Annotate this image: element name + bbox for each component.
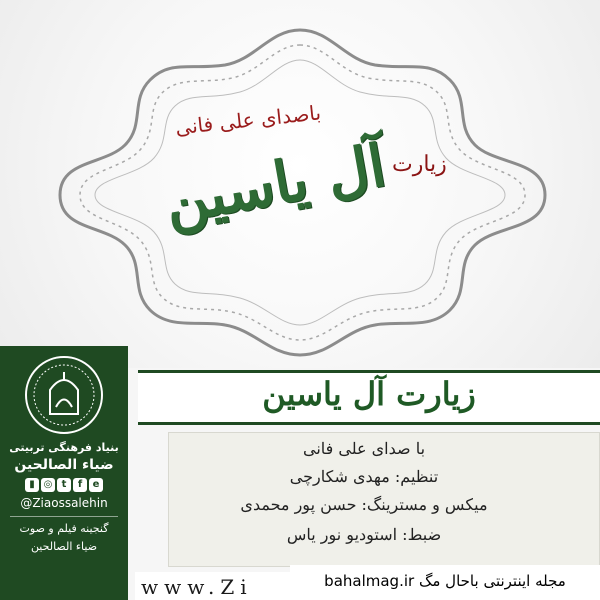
title-banner (138, 370, 600, 425)
voice-credit-art: باصدای علی فانی (174, 100, 323, 140)
credit-arrangement: تنظیم: مهدی شکارچی (289, 467, 439, 486)
sidebar-divider (10, 516, 118, 517)
bookmark-icon[interactable]: ▮ (25, 478, 39, 492)
watermark-text: مجله اینترنتی باحال مگ bahalmag.ir (324, 572, 566, 590)
social-icons (0, 478, 128, 492)
credit-voice: با صدای علی فانی (302, 439, 426, 458)
ziyarat-prefix-art: زیارت (392, 152, 447, 177)
url-strip (135, 572, 290, 600)
sidebar-subtitle-1: گنجینه فیلم و صوت (19, 522, 109, 535)
banner-title: زیارت آل یاسین (262, 375, 476, 413)
calligraphy-title: آل یاسین (159, 131, 391, 237)
instagram-icon[interactable]: ◎ (41, 478, 55, 492)
brand-tagline: بنیاد فرهنگی تربیتی (9, 441, 119, 454)
foundation-logo (20, 352, 108, 438)
e-icon[interactable]: e (89, 478, 103, 492)
foundation-sidebar (0, 346, 128, 600)
credit-mixing: میکس و مسترینگ: حسن پور محمدی (240, 495, 488, 514)
sidebar-subtitle-2: ضیاء الصالحین (30, 540, 98, 553)
twitter-icon[interactable]: t (57, 478, 71, 492)
credit-recording: ضبط: استودیو نور یاس (286, 525, 442, 544)
facebook-icon[interactable]: f (73, 478, 87, 492)
watermark-strip (290, 565, 600, 600)
website-url[interactable]: www.Zi (141, 575, 253, 599)
brand-name: ضیاء الصالحین (14, 457, 114, 473)
social-handle: @Ziaossalehin (20, 496, 108, 510)
credits-panel (168, 432, 600, 567)
